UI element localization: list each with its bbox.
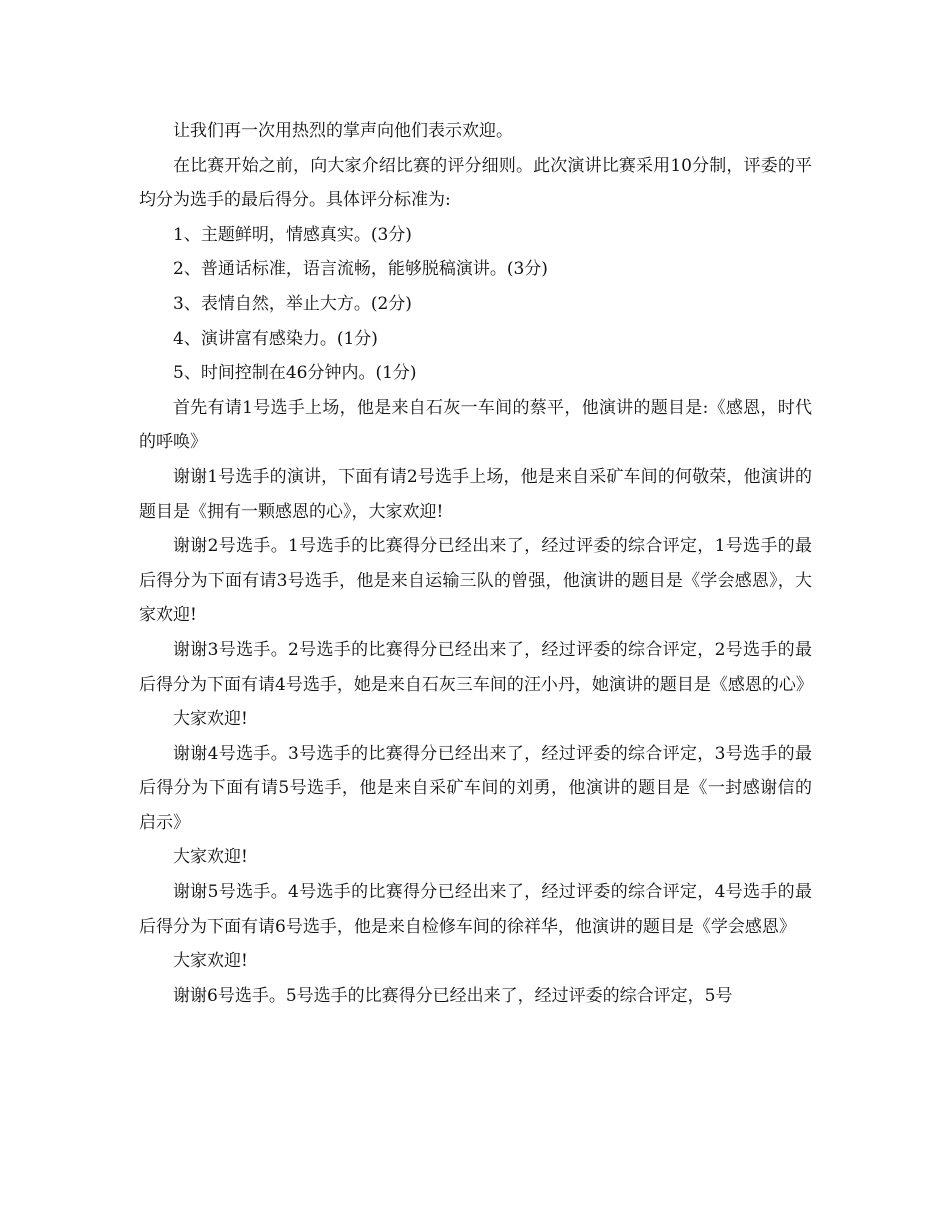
paragraph: 让我们再一次用热烈的掌声向他们表示欢迎。 (173, 121, 513, 141)
paragraph: 大家欢迎! (173, 951, 248, 972)
paragraph: 谢谢3号选手。2号选手的比赛得分已经出来了，经过评委的综合评定，2号选手的最后得分为下面有请4号选手，她是来自石灰三车间的汪小丹，她演讲的题目是《感恩的心》 (139, 639, 813, 695)
paragraph: 4、演讲富有感染力。(1分) (173, 328, 378, 349)
paragraph: 谢谢5号选手。4号选手的比赛得分已经出来了，经过评委的综合评定，4号选手的最后得分为下面有请6号选手，他是来自检修车间的徐祥华，他演讲的题目是《学会感恩》 (139, 882, 812, 937)
paragraph: 5、时间控制在46分钟内。(1分) (173, 363, 417, 384)
paragraph: 谢谢6号选手。5号选手的比赛得分已经出来了，经过评委的综合评定，5号 (173, 985, 733, 1006)
paragraph: 1、主题鲜明，情感真实。(3分) (173, 224, 412, 245)
paragraph: 谢谢2号选手。1号选手的比赛得分已经出来了，经过评委的综合评定，1号选手的最后得分为下面有请3号选手，他是来自运输三队的曾强，他演讲的题目是《学会感恩》，大家欢迎! (139, 536, 812, 626)
paragraph: 谢谢1号选手的演讲，下面有请2号选手上场，他是来自采矿车间的何敬荣，他演讲的题目是《拥有一颗感恩的心》，大家欢迎! (139, 466, 812, 522)
document-body (139, 114, 812, 1013)
paragraph: 3、表情自然，举止大方。(2分) (173, 293, 412, 314)
paragraph: 首先有请1号选手上场，他是来自石灰一车间的蔡平，他演讲的题目是:《感恩，时代的呼唤》 (139, 397, 812, 453)
paragraph: 大家欢迎! (173, 847, 248, 868)
paragraph: 谢谢4号选手。3号选手的比赛得分已经出来了，经过评委的综合评定，3号选手的最后得分为下面有请5号选手，他是来自采矿车间的刘勇，他演讲的题目是《一封感谢信的启示》 (139, 743, 812, 833)
paragraph: 在比赛开始之前，向大家介绍比赛的评分细则。此次演讲比赛采用10分制，评委的平均分为选手的最后得分。具体评分标准为: (139, 155, 812, 211)
paragraph: 大家欢迎! (173, 709, 248, 730)
paragraph: 2、普通话标准，语言流畅，能够脱稿演讲。(3分) (173, 259, 548, 280)
